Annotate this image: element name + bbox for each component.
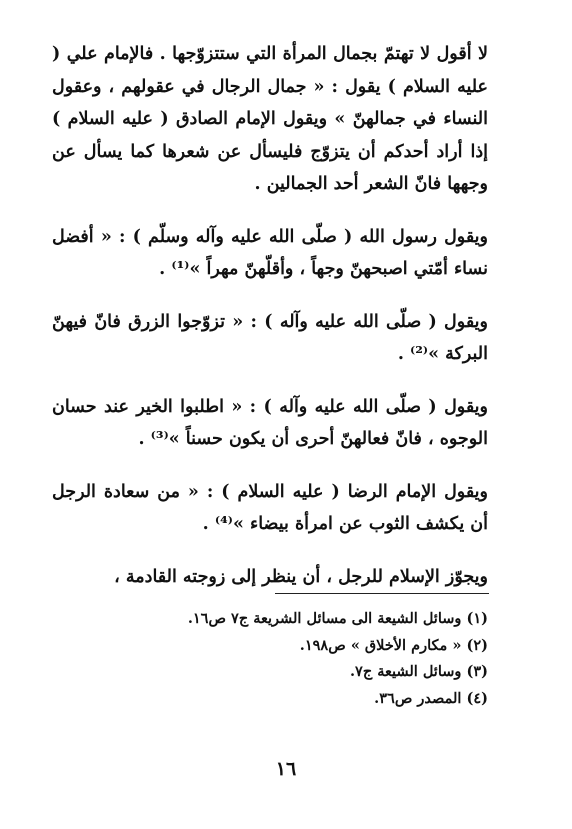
paragraph-4: ويقول ( صلّى الله عليه وآله ) : « اطلبوا الخير عند حسان الوجوه ، فانّ فعالهنّ أحرى أن يكون حسناً »⁽³⁾ . [52, 396, 488, 449]
footnote-4: (٤) المصدر ص٣٦. [374, 689, 488, 707]
paragraph-1: لا أقول لا تهتمّ بجمال المرأة التي ستتزوّجها . فالإمام علي ( عليه السلام ) يقول : « جمال الرجال في عقولهم ، وعقول النساء في جمالهنّ » ويقول الإمام الصادق ( عليه السلام ) إذا أراد أحدكم أن يتزوّج فليسأل عن شعرها كما يسأل عن وجهها فانّ الشعر أحد الجمالين . [52, 44, 488, 194]
paragraph-2: ويقول رسول الله ( صلّى الله عليه وآله وسلّم ) : « أفضل نساء أمّتي اصبحهنّ وجهاً ، وأقلّهنّ مهراً »⁽¹⁾ . [52, 226, 488, 279]
paragraph-6: ويجوّز الإسلام للرجل ، أن ينظر إلى زوجته القادمة ، [114, 566, 488, 587]
main-text [52, 38, 488, 593]
footnote-3: (٣) وسائل الشيعة ج٧. [349, 663, 488, 680]
paragraph-3: ويقول ( صلّى الله عليه وآله ) : « تزوّجوا الزرق فانّ فيهنّ البركة »⁽²⁾ . [52, 311, 488, 364]
footnote-divider [275, 593, 489, 594]
paragraph-5: ويقول الإمام الرضا ( عليه السلام ) : « من سعادة الرجل أن يكشف الثوب عن امرأة بيضاء »⁽⁴⁾ . [52, 481, 488, 534]
footnote-1: (١) وسائل الشيعة الى مسائل الشريعة ج٧ ص١٦. [187, 610, 488, 627]
footnote-2: (٢) « مكارم الأخلاق » ص١٩٨. [299, 636, 488, 654]
footnotes [130, 606, 488, 712]
page-number: ١٦ [275, 758, 297, 780]
